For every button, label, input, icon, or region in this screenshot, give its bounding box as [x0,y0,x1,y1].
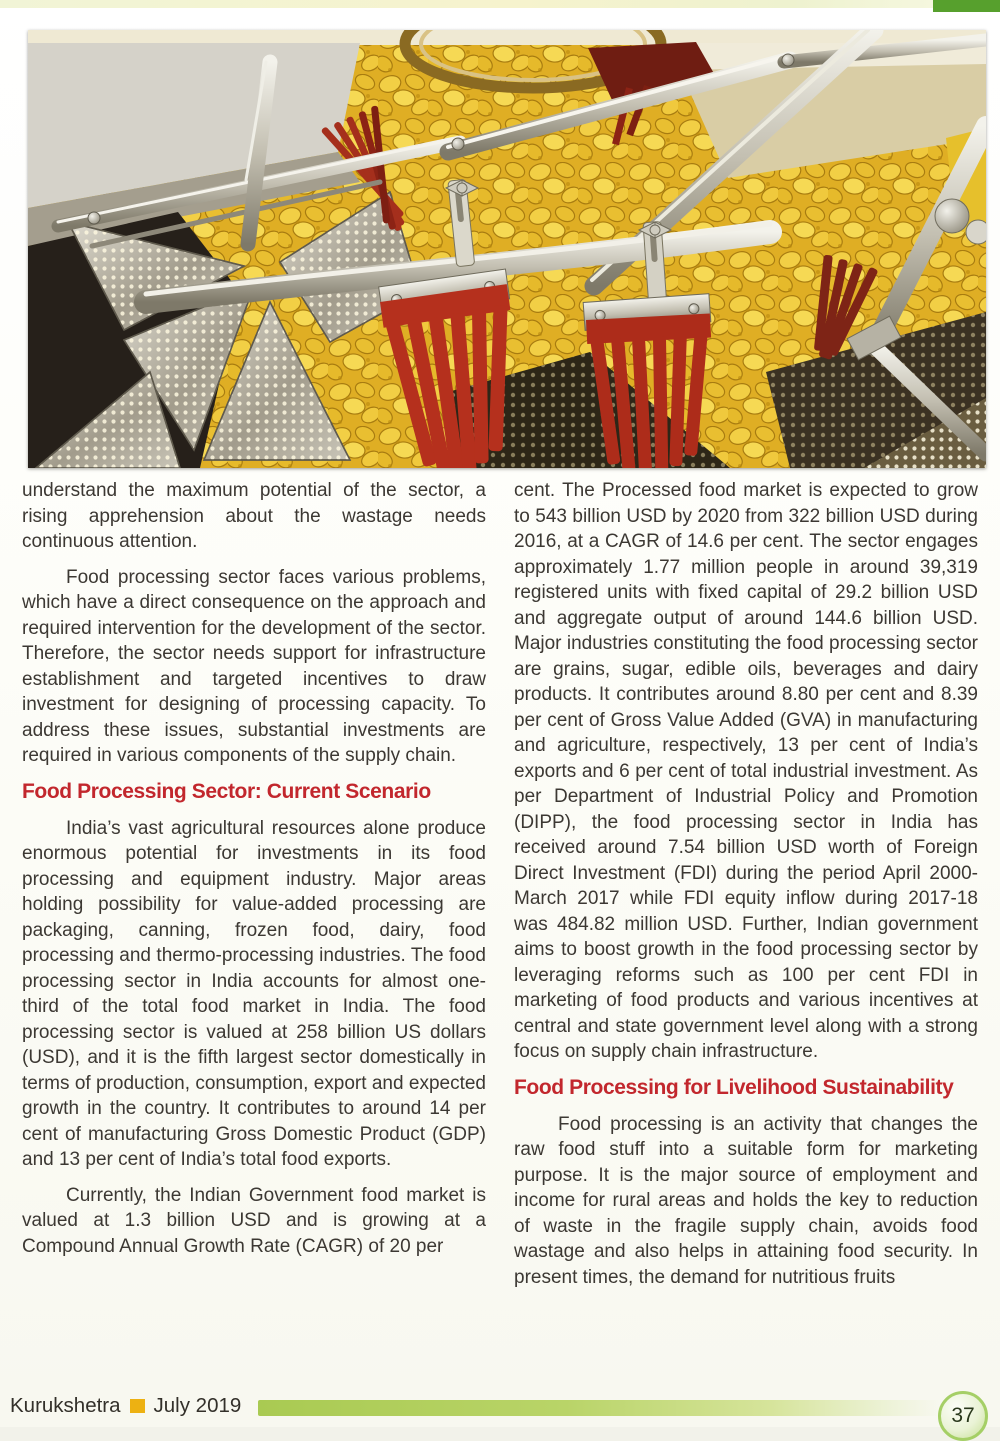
top-accent-bar [0,0,933,8]
column-right [514,478,978,1300]
issue-date: July 2019 [153,1394,242,1417]
body-paragraph: Currently, the Indian Government food market is valued at 1.3 billion USD and is growing at a Compound Annual Growth Rate (CAGR) of 20 per [22,1184,486,1257]
page-number-badge: 37 [938,1391,988,1441]
footer [0,1381,1000,1427]
section-heading-current-scenario: Food Processing Sector: Current Scenario [22,779,431,803]
footer-rule [258,1400,942,1416]
section-heading-livelihood: Food Processing for Livelihood Sustainability [514,1075,954,1099]
top-accent-corner [933,0,1000,12]
column-left [22,478,486,1300]
food-processing-machine-photo [28,30,986,468]
body-paragraph: cent. The Processed food market is expected to grow to 543 billion USD by 2020 from 322 billion USD during 2016, at a CAGR of 14.6 per cent. The sector engages approximately 1.77 million people in around 39,319 registered units with fixed capital of 29.2 billion USD and aggregate output of around 144.6 billion USD. Major industries constituting the food processing sector are grains, sugar, edible oils, beverages and dairy products. It contributes around 8.80 per cent and 8.39 per cent of Gross Value Added (GVA) in manufacturing and agriculture, respectively, 13 per cent of India’s exports and 6 per cent of total industrial investment. As per Department of Industrial Policy and Promotion (DIPP), the food processing sector in India has received around 7.54 billion USD worth of Foreign Direct Investment (FDI) during the period April 2000-March 2017 while FDI equity inflow during 2017-18 was 484.82 million USD. Further, Indian government aims to boost growth in the food processing sector by leveraging reforms such as 100 per cent FDI in marketing of food products and various incentives at central and state government level along with a strong focus on supply chain infrastructure. [514,480,978,1062]
body-paragraph: understand the maximum potential of the sector, a rising apprehension about the wastage needs continuous attention. [22,480,486,552]
body-paragraph: Food processing sector faces various problems, which have a direct consequence on the approach and required intervention for the development of the sector. Therefore, the sector needs support for infrastructure establishment and targeted incentives to draw investment for designing of processing capacity. To address these issues, substantial investments are required in various components of the supply chain. [22,566,486,766]
footer-bullet-icon [130,1399,145,1413]
article-body [22,478,978,1300]
magazine-name: Kurukshetra [10,1394,121,1417]
body-paragraph: Food processing is an activity that changes the raw food stuff into a suitable form for marketing purpose. It is the major source of employment and income for rural areas and holds the key to reduction of waste in the fragile supply chain, avoids food wastage and also helps in attaining food security. In present times, the demand for nutritious fruits [514,1113,978,1288]
body-paragraph: India’s vast agricultural resources alone produce enormous potential for investments in its food processing and equipment industry. Major areas holding possibility for value-added processing are packaging, canning, frozen food, dairy, food processing and thermo-processing industries. The food processing sector in India accounts for almost one-third of the total food market in India. The food processing sector is valued at 258 billion US dollars (USD), and it is the fifth largest sector domestically in terms of production, consumption, export and expected growth in the country. It contributes to around 14 per cent of manufacturing Gross Domestic Product (GDP) and 13 per cent of India’s total food exports. [22,817,486,1170]
footer-imprint [10,1394,241,1418]
